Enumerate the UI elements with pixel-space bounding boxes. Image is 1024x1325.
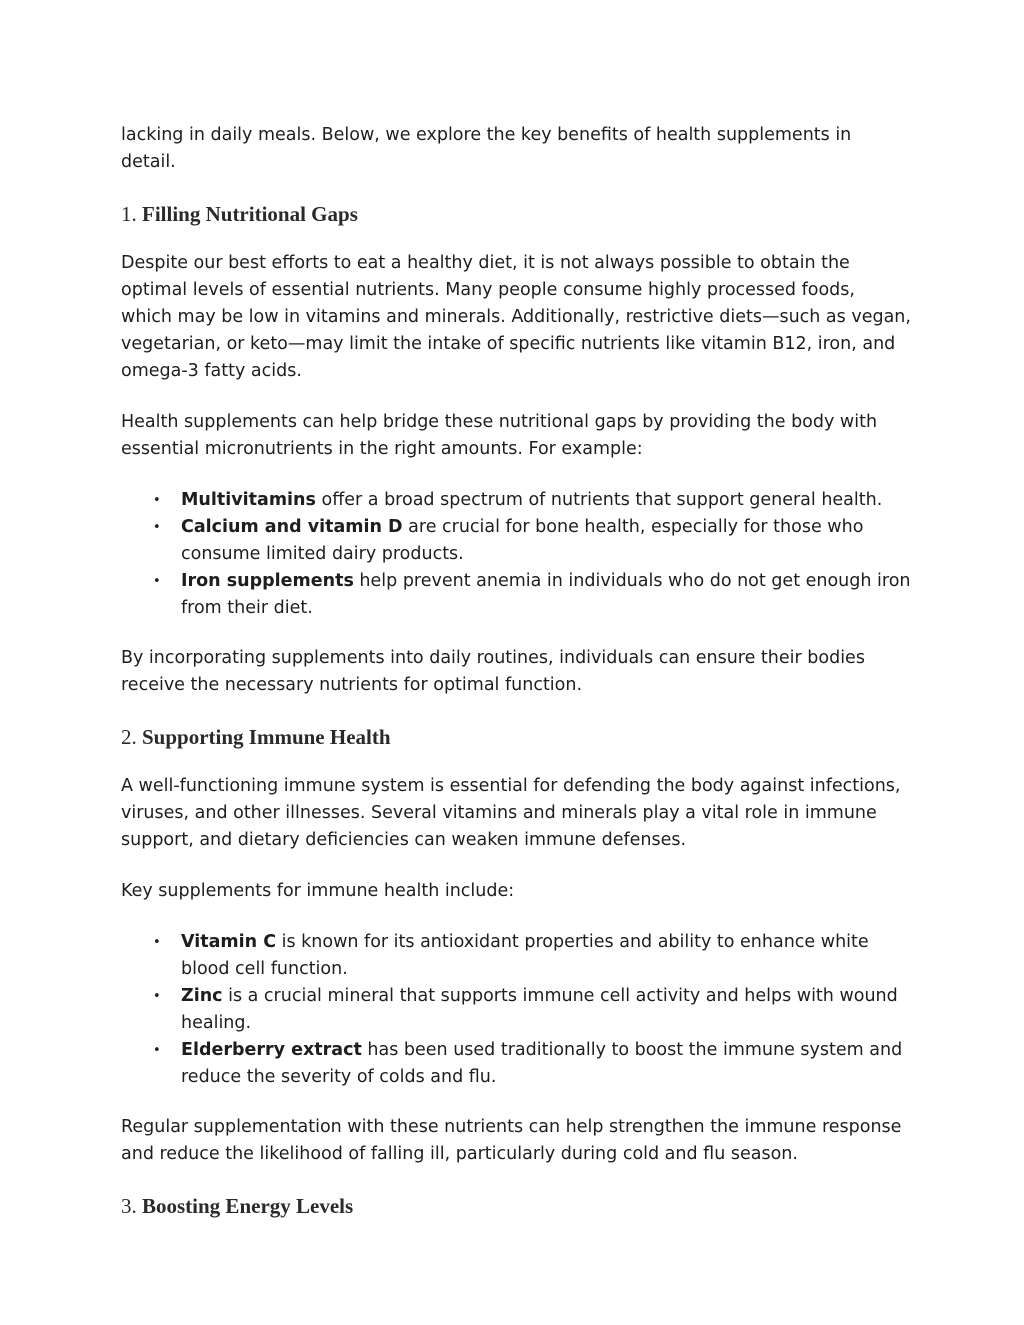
section-1-closing: By incorporating supplements into daily routines, individuals can ensure their bodies receive the necessary nutrients for optimal function. <box>121 648 865 695</box>
section-number: 1. <box>121 202 137 226</box>
section-2-closing: Regular supplementation with these nutrients can help strengthen the immune response and reduce the likelihood of falling ill, particularly during cold and flu season. <box>121 1117 902 1164</box>
list-item <box>121 1037 911 1091</box>
list-item <box>121 983 911 1037</box>
section-title: Boosting Energy Levels <box>142 1194 354 1218</box>
section-heading-1 <box>121 200 911 228</box>
list-item-term: Multivitamins <box>181 490 316 510</box>
bullet-icon: • <box>153 574 161 589</box>
list-item-term: Zinc <box>181 986 223 1006</box>
section-2-bullet-list <box>121 929 911 1091</box>
bullet-icon: • <box>153 1043 161 1058</box>
bullet-icon: • <box>153 989 161 1004</box>
section-2-paragraph-2: Key supplements for immune health include: <box>121 881 515 901</box>
list-item <box>121 568 911 622</box>
list-item <box>121 929 911 983</box>
list-item-term: Elderberry extract <box>181 1040 362 1060</box>
intro-paragraph: lacking in daily meals. Below, we explore the key benefits of health supplements in detail. <box>121 125 852 172</box>
list-item <box>121 514 911 568</box>
list-item-term: Calcium and vitamin D <box>181 517 403 537</box>
list-item-text: are crucial for bone health, especially for those who consume limited dairy products. <box>181 517 864 564</box>
list-item-text: help prevent anemia in individuals who do not get enough iron from their diet. <box>181 571 911 618</box>
section-1-paragraph-2: Health supplements can help bridge these nutritional gaps by providing the body with essential micronutrients in the right amounts. For example: <box>121 412 878 459</box>
list-item-term: Vitamin C <box>181 932 277 952</box>
section-title: Filling Nutritional Gaps <box>142 202 358 226</box>
list-item-text: is a crucial mineral that supports immune cell activity and helps with wound healing. <box>181 986 898 1033</box>
section-title: Supporting Immune Health <box>142 725 391 749</box>
list-item-term: Iron supplements <box>181 571 354 591</box>
bullet-icon: • <box>153 493 161 508</box>
section-2-paragraph-1: A well-functioning immune system is essential for defending the body against infections, viruses, and other illnesses. Several vitamins and minerals play a vital role in immune support, and dietary deficiencies can weaken immune defenses. <box>121 776 901 850</box>
section-heading-3 <box>121 1192 911 1220</box>
section-heading-2 <box>121 723 911 751</box>
bullet-icon: • <box>153 935 161 950</box>
document-page <box>121 122 911 1242</box>
section-1-paragraph-1: Despite our best efforts to eat a healthy diet, it is not always possible to obtain the optimal levels of essential nutrients. Many people consume highly processed foods, which may be low in vitamins and minerals. Additionally, restrictive diets—such as vegan, vegetarian, or keto—may limit the intake of specific nutrients like vitamin B12, iron, and omega-3 fatty acids. <box>121 253 911 381</box>
list-item-text: offer a broad spectrum of nutrients that support general health. <box>315 490 883 510</box>
list-item-text: is known for its antioxidant properties and ability to enhance white blood cell function. <box>181 932 869 979</box>
list-item <box>121 487 911 514</box>
section-number: 3. <box>121 1194 137 1218</box>
section-number: 2. <box>121 725 137 749</box>
list-item-text: has been used traditionally to boost the immune system and reduce the severity of colds and flu. <box>181 1040 903 1087</box>
bullet-icon: • <box>153 520 161 535</box>
section-1-bullet-list <box>121 487 911 622</box>
